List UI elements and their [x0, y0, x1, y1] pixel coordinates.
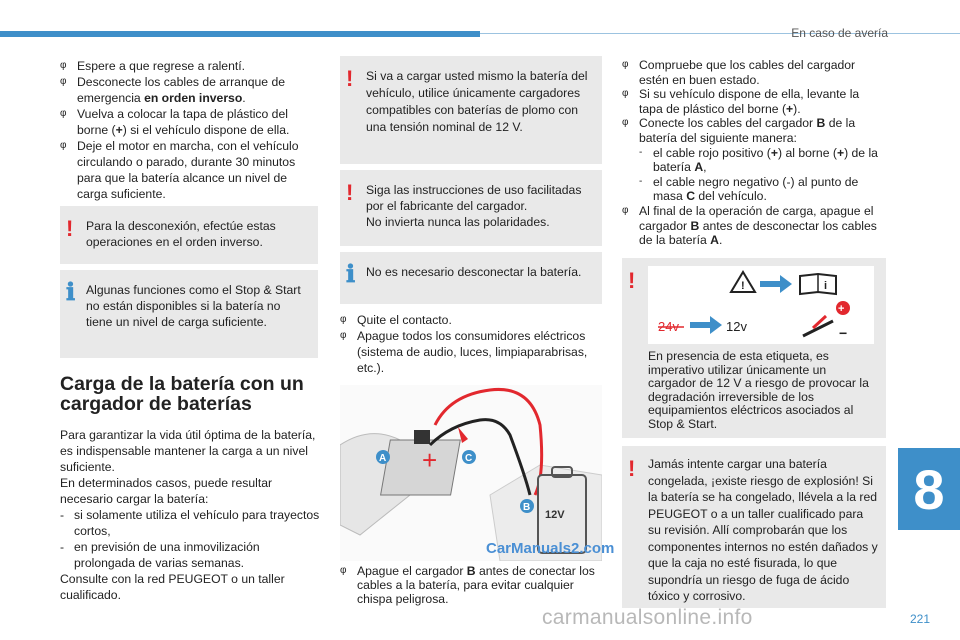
- bullet-icon: φ: [622, 204, 629, 216]
- label-description: En presencia de esta etiqueta, es imperativo utilizar únicamente un cargador de 12 V a riesgo de provocar la degradación irreversible de los equipamientos eléctricos asociados al Stop & Start.: [648, 349, 869, 431]
- warning-icon: !: [628, 456, 636, 481]
- svg-text:C: C: [465, 453, 473, 464]
- bullet-icon: φ: [622, 59, 629, 70]
- warning-box-voltage: ! Si va a cargar usted mismo la batería del vehículo, utilice únicamente cargadores compatibles con baterías de plomo con una tensión nominal de 12 V.: [340, 56, 602, 164]
- list-item: - si solamente utiliza el vehículo para trayectos cortos,: [60, 508, 320, 538]
- list-item: φ Desconecte los cables de arranque de emergencia en orden inverso.: [60, 75, 285, 105]
- column-2-bottom: [340, 564, 602, 606]
- header-rule: [480, 33, 960, 34]
- bullet-icon: φ: [622, 117, 629, 129]
- list-item: φ Vuelva a colocar la tapa de plástico del borne (+) si el vehículo dispone de ella.: [60, 107, 290, 137]
- list-item: φ Deje el motor en marcha, con el vehículo circulando o parado, durante 30 minutos para que la batería alcance un nivel de carga suficiente.: [60, 139, 299, 201]
- footer-watermark: carmanualsonline.info: [542, 606, 753, 629]
- list-item: φ Apague el cargador B antes de conectar los cables a la batería, para evitar cualquier chispa peligrosa.: [340, 564, 595, 606]
- watermark: CarManuals2.com: [486, 540, 615, 557]
- info-box-stop-start: ℹ Algunas funciones como el Stop & Start no están disponibles si la batería no tiene un nivel de carga suficiente.: [60, 270, 318, 358]
- header-bar: [0, 31, 480, 37]
- bullet-icon: φ: [60, 140, 67, 151]
- list-item: φ Si su vehículo dispone de ella, levante la tapa de plástico del borne (+).: [622, 87, 860, 116]
- list-item: - el cable rojo positivo (+) al borne (+) de la batería A,: [639, 145, 878, 175]
- info-icon: ℹ: [346, 261, 356, 288]
- warning-box-frozen: ! Jamás intente cargar una batería congelada, ¡existe riesgo de explosión! Si la batería se ha congelado, llévela a la red PEUGEOT o a un taller cualificado para su revisión. Allí comprobarán que los componentes internos no estén dañados y que la caja no esté fisurada, lo que supondría un riesgo de fuga de ácido tóxico y corrosivo.: [622, 446, 886, 608]
- list-item: φ Conecte los cables del cargador B de la batería del siguiente manera: - el cable rojo positivo (+) al borne (+) de la batería A, - el cable negro negativo (-) al punto de masa C del vehículo.: [622, 116, 886, 204]
- list-item: - en previsión de una inmovilización prolongada de varias semanas.: [60, 540, 260, 570]
- battery-charging-illustration: [340, 385, 602, 561]
- charging-section: [60, 374, 320, 603]
- list-item: φ Al final de la operación de carga, apague el cargador B antes de desconectar los cables de la batería A.: [622, 203, 877, 248]
- svg-text:+: +: [838, 303, 845, 315]
- column-1: [60, 58, 318, 202]
- list-item: φ Apague todos los consumidores eléctricos (sistema de audio, luces, limpiaparabrisas, etc.).: [340, 329, 588, 375]
- bullet-icon: φ: [60, 76, 67, 87]
- section-title: En caso de avería: [791, 26, 888, 40]
- svg-text:12v: 12v: [726, 319, 747, 334]
- svg-text:B: B: [523, 502, 531, 513]
- bullet-icon: φ: [60, 108, 67, 119]
- bullet-icon: φ: [340, 330, 347, 341]
- bullet-icon: φ: [340, 565, 347, 576]
- svg-text:+: +: [422, 445, 438, 475]
- warning-icon: !: [346, 180, 354, 205]
- intro-text: Para garantizar la vida útil óptima de la batería, es indispensable mantener la carga a un nivel suficiente.: [60, 428, 316, 474]
- svg-text:!: !: [741, 280, 745, 292]
- warning-box-disconnect: ! Para la desconexión, efectúe estas operaciones en el orden inverso.: [60, 206, 318, 264]
- warning-box-label: [622, 258, 886, 438]
- svg-text:i: i: [824, 280, 828, 292]
- bullet-icon: φ: [340, 314, 347, 325]
- bullet-list-1: [60, 58, 318, 202]
- list-item: φ Espere a que regrese a ralentí.: [60, 59, 246, 73]
- engine-bay-drawing: [340, 385, 602, 561]
- bullet-icon: φ: [622, 88, 629, 100]
- intro-text-2: En determinados casos, puede resultar necesario cargar la batería:: [60, 476, 273, 506]
- column-3: [622, 58, 886, 248]
- stop-start-label-graphic: [648, 266, 874, 344]
- info-box-no-disconnect: ℹ No es necesario desconectar la batería.: [340, 252, 602, 304]
- svg-text:12V: 12V: [545, 509, 565, 521]
- dash-list: [60, 507, 320, 571]
- list-item: φ Quite el contacto.: [340, 313, 452, 327]
- warning-icon: !: [346, 66, 354, 91]
- list-item: φ Compruebe que los cables del cargador estén en buen estado.: [622, 58, 856, 87]
- page-number: 221: [910, 612, 931, 626]
- outro-text: Consulte con la red PEUGEOT o un taller cualificado.: [60, 572, 285, 602]
- column-2-bullets: [340, 312, 602, 376]
- warning-icon: !: [66, 216, 74, 241]
- section-heading: Carga de la batería con un cargador de baterías: [60, 373, 304, 415]
- warning-icon: !: [628, 268, 636, 293]
- svg-text:−: −: [839, 325, 848, 341]
- info-icon: ℹ: [66, 279, 76, 306]
- bullet-icon: φ: [60, 60, 67, 71]
- svg-text:24v: 24v: [658, 319, 679, 334]
- warning-box-instructions: ! Siga las instrucciones de uso facilitadas por el fabricante del cargador. No invierta nunca las polaridades.: [340, 170, 602, 246]
- list-item: - el cable negro negativo (-) al punto de masa C del vehículo.: [639, 174, 859, 204]
- chapter-tab[interactable]: 8: [898, 448, 960, 530]
- svg-text:A: A: [379, 453, 387, 464]
